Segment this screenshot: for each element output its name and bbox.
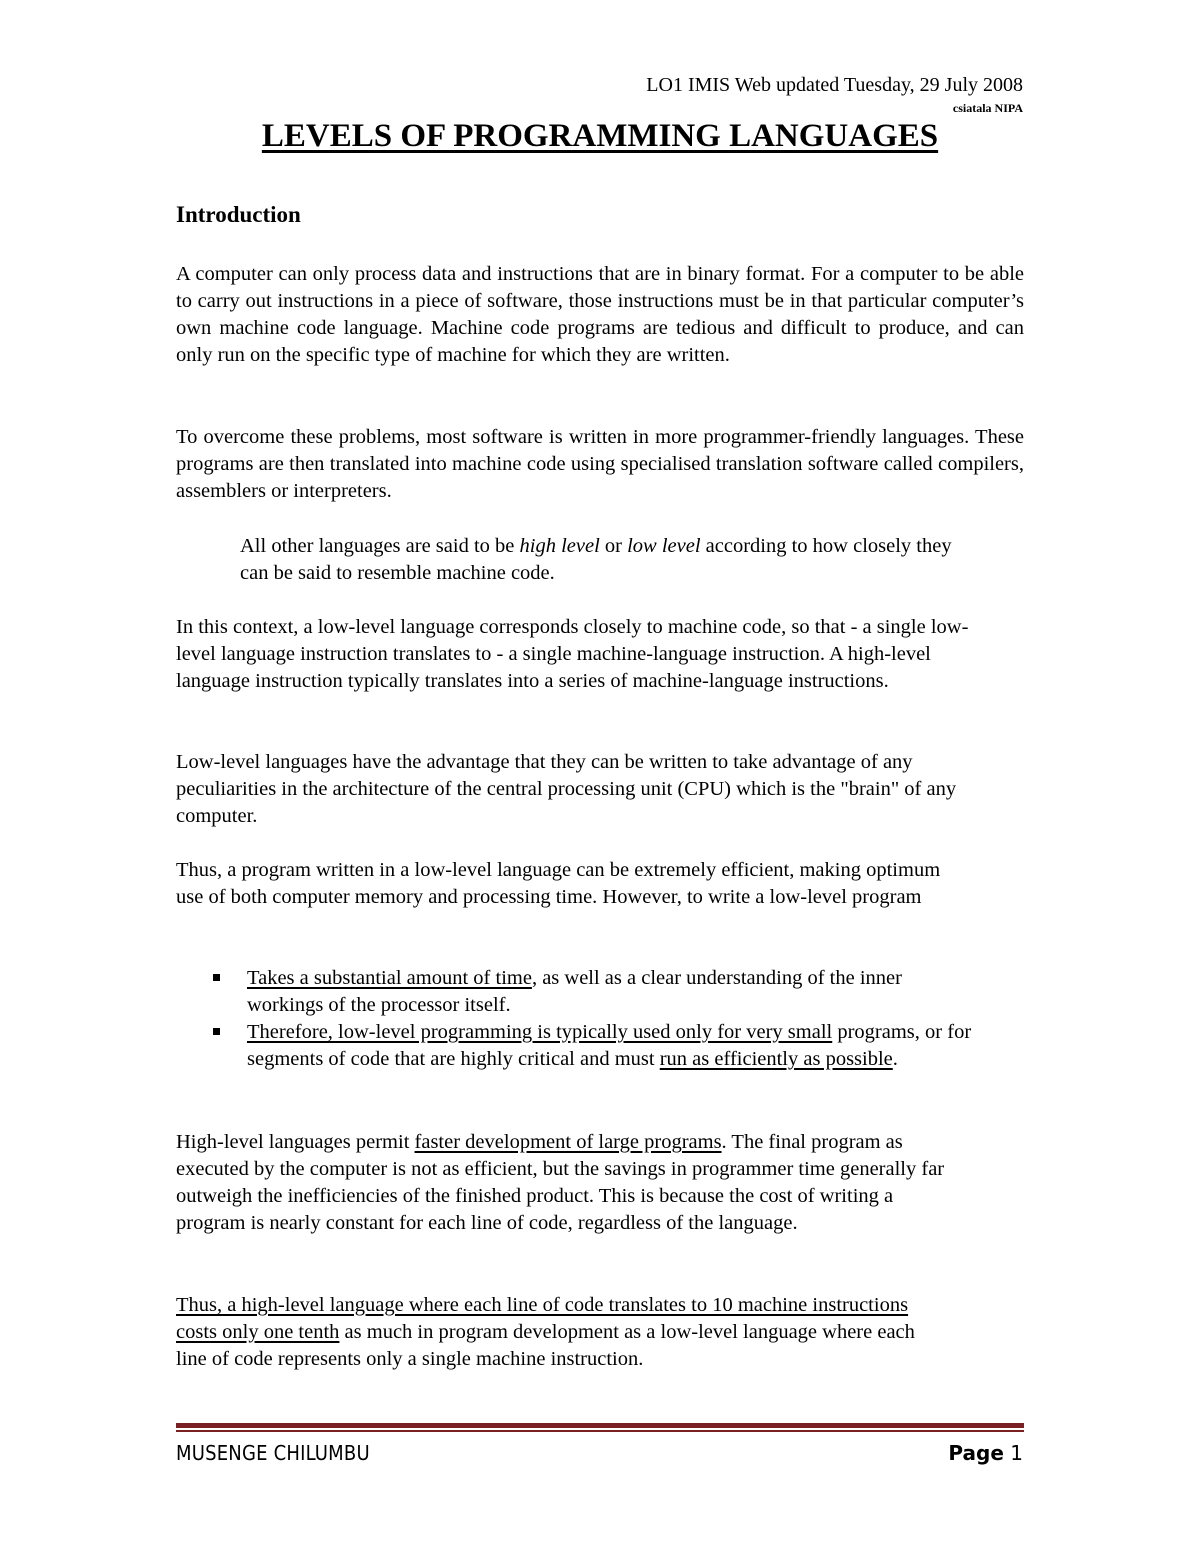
paragraph-low-level-efficiency: Thus, a program written in a low-level language can be extremely efficient, making optimum use of both computer memory and processing time. However, to write a low-level program [176,859,941,908]
text-fragment: programs, or for segments of code that are highly critical and must [247,1021,972,1070]
page-label: Page [948,1441,1004,1465]
underlined-text: Therefore, low-level programming is typically used only for very small [247,1021,833,1043]
page-title: LEVELS OF PROGRAMMING LANGUAGES [261,118,939,154]
term-high-level: high level [519,535,600,557]
paragraph-low-level-context: In this context, a low-level language corresponds closely to machine code, so that - a single low-level language instruction translates to - a single machine-language instruction. A high-level language instruction typically translates into a series of machine-language instructions. [176,616,969,692]
footer-author: MUSENGE CHILUMBU [176,1441,370,1465]
underlined-text: faster development of large programs [414,1131,722,1153]
paragraph-binary-format: A computer can only process data and instructions that are in binary format. For a computer to be able to carry out instructions in a piece of software, those instructions must be in that particular computer’s own machine code language. Machine code programs are tedious and difficult to produce, and can only run on the specific type of machine for which they are written. [176,263,1024,366]
paragraph-low-level-advantage: Low-level languages have the advantage that they can be written to take advantage of any peculiarities in the architecture of the central processing unit (CPU) which is the "brain" of any computer. [176,751,957,827]
footer-divider-thin [176,1430,1024,1432]
list-item [176,965,976,1019]
text-fragment: as much in program development as a low-level language where each line of code represents only a single machine instruction. [176,1321,915,1370]
text-fragment: High-level languages permit [176,1131,415,1153]
footer-divider-thick [176,1423,1024,1428]
text-fragment: . The final program as executed by the computer is not as efficient, but the savings in programmer time generally far outweigh the inefficiencies of the finished product. This is because the cost of writing a program is nearly constant for each line of code, regardless of the language. [176,1131,945,1234]
footer-page-number [948,1440,1023,1466]
text-fragment: All other languages are said to be [240,535,520,557]
bullet-list [176,965,976,1073]
text-fragment: according to how closely they can be said to resemble machine code. [240,535,952,584]
text-fragment: , as well as a clear understanding of the inner workings of the processor itself. [247,967,902,1016]
underlined-text: Thus, a high-level language where each line of code translates to 10 machine instructions costs only one tenth [176,1294,909,1343]
paragraph-high-level-languages [176,1129,966,1237]
underlined-text: run as efficiently as possible [659,1048,893,1070]
footer-divider [176,1423,1024,1434]
square-bullet-icon [213,1028,220,1035]
page-number: 1 [1010,1441,1023,1465]
paragraph-cost-comparison [176,1292,946,1373]
header-author-tag: csiatala NIPA [952,101,1023,115]
header-update-line: LO1 IMIS Web updated Tuesday, 29 July 2008 [646,74,1023,96]
square-bullet-icon [213,974,220,981]
text-fragment: . [892,1048,898,1070]
list-item [176,1019,976,1073]
underlined-text: Takes a substantial amount of time [247,967,532,989]
paragraph-translation-software: To overcome these problems, most software is written in more programmer-friendly languages. These programs are then translated into machine code using specialised translation software called compilers, assemblers or interpreters. [176,426,1024,502]
text-fragment: or [599,535,628,557]
term-low-level: low level [627,535,701,557]
section-heading-introduction: Introduction [176,202,301,227]
paragraph-language-levels [240,533,960,587]
